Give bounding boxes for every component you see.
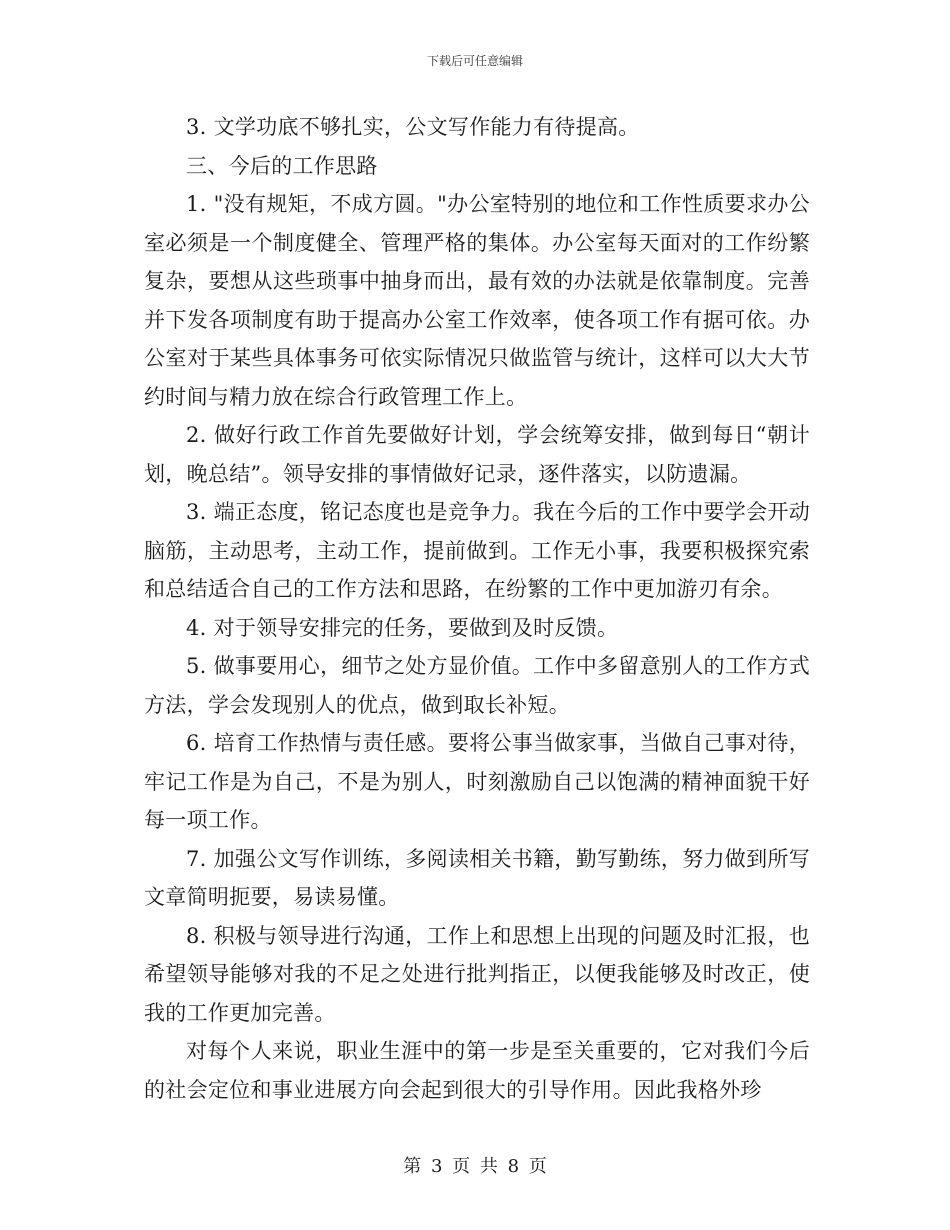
paragraph-10: 对每个人来说，职业生涯中的第一步是至关重要的，它对我们今后的社会定位和事业进展方向会起到很大的引导作用。因此我格外珍 xyxy=(144,1039,810,1102)
page-header: 下载后可任意编辑 xyxy=(426,54,523,68)
paragraph-9: 8. 积极与领导进行沟通，工作上和思想上出现的问题及时汇报，也希望领导能够对我的不足之处进行批判指正，以便我能够及时改正，使我的工作更加完善。 xyxy=(144,923,811,1025)
paragraph-6: 5. 做事要用心，细节之处方显价值。工作中多留意别人的工作方式方法，学会发现别人的优点，做到取长补短。 xyxy=(144,654,811,717)
paragraph-5: 4. 对于领导安排完的任务，要做到及时反馈。 xyxy=(186,615,619,640)
paragraph-3: 2. 做好行政工作首先要做好计划，学会统筹安排，做到每日“朝计划，晚总结”。领导安排的事情做好记录，逐件落实，以防遗漏。 xyxy=(144,423,810,486)
document-body xyxy=(144,108,810,1109)
section-heading: 三、今后的工作思路 xyxy=(186,153,378,178)
paragraph-7: 6. 培育工作热情与责任感。要将公事当做家事，当做自己事对待，牢记工作是为自己，不是为别人，时刻激励自己以饱满的精神面貌干好每一项工作。 xyxy=(144,731,811,832)
paragraph-2: 1. "没有规矩，不成方圆。"办公室特别的地位和工作性质要求办公室必须是一个制度健全、管理严格的集体。办公室每天面对的工作纷繁复杂，要想从这些琐事中抽身而出，最有效的办法就是依靠制度。完善并下发各项制度有助于提高办公室工作效率，使各项工作有据可依。办公室对于某些具体事务可依实际情况只做监管与统计，这样可以大大节约时间与精力放在综合行政管理工作上。 xyxy=(144,192,810,409)
paragraph-4: 3. 端正态度，铭记态度也是竞争力。我在今后的工作中要学会开动脑筋，主动思考，主动工作，提前做到。工作无小事，我要积极探究索和总结适合自己的工作方法和思路，在纷繁的工作中更加游刃有余。 xyxy=(144,500,811,601)
paragraph-8: 7. 加强公文写作训练，多阅读相关书籍，勤写勤练，努力做到所写文章简明扼要，易读易懂。 xyxy=(144,846,811,909)
paragraph-1: 3. 文学功底不够扎实，公文写作能力有待提高。 xyxy=(186,115,640,139)
page-footer: 第 3 页 共 8 页 xyxy=(403,1156,547,1177)
